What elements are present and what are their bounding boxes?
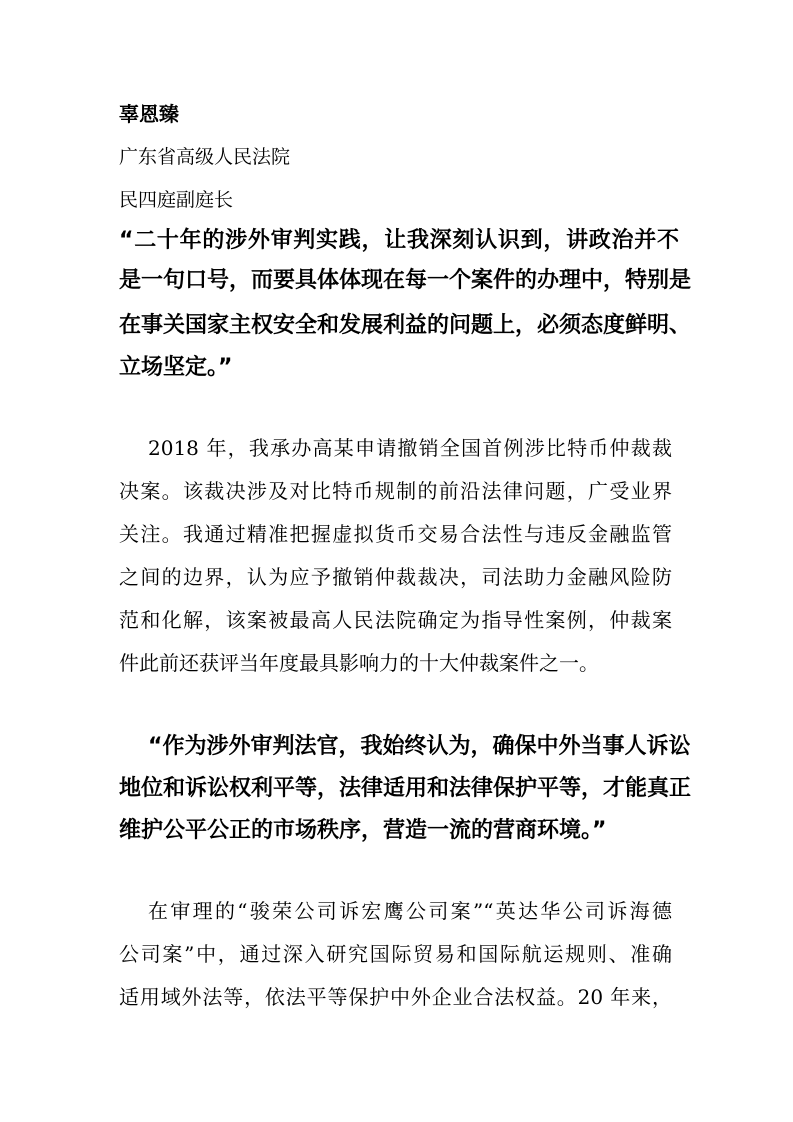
position-title: 民四庭副庭长 (119, 189, 234, 211)
paragraph-2-line-2: 公司案”中，通过深入研究国际贸易和国际航运规则、准确 (119, 942, 672, 966)
paragraph-1-line-4: 之间的边界，认为应予撤销仲裁裁决，司法助力金融风险防 (119, 565, 672, 589)
court-name: 广东省高级人民法院 (119, 146, 291, 168)
quote-2-line-1: “作为涉外审判法官，我始终认为，确保中外当事人诉讼 (148, 734, 691, 759)
paragraph-1-line-3: 关注。我通过精准把握虚拟货币交易合法性与违反金融监管 (119, 522, 672, 546)
quote-1-line-4: 立场坚定。” (119, 355, 233, 380)
paragraph-1-line-6: 件此前还获评当年度最具影响力的十大仲裁案件之一。 (119, 651, 599, 675)
paragraph-1-line-5: 范和化解，该案被最高人民法院确定为指导性案例，仲裁案 (119, 608, 672, 632)
paragraph-2-line-3: 适用域外法等，依法平等保护中外企业合法权益。20 年来， (119, 985, 672, 1009)
paragraph-1-line-1: 2018 年，我承办高某申请撤销全国首例涉比特币仲裁裁 (148, 436, 672, 460)
person-name: 辜恩臻 (119, 102, 179, 126)
paragraph-2-line-1: 在审理的“骏荣公司诉宏鹰公司案”“英达华公司诉海德 (148, 899, 672, 923)
quote-2-line-3: 维护公平公正的市场秩序，营造一流的营商环境。” (119, 818, 607, 843)
quote-1-line-3: 在事关国家主权安全和发展利益的问题上，必须态度鲜明、 (119, 313, 692, 338)
quote-2-line-2: 地位和诉讼权利平等，法律适用和法律保护平等，才能真正 (119, 776, 692, 801)
quote-1-line-1: “二十年的涉外审判实践，让我深刻认识到，讲政治并不 (119, 228, 679, 253)
paragraph-1-line-2: 决案。该裁决涉及对比特币规制的前沿法律问题，广受业界 (119, 479, 672, 503)
quote-1-line-2: 是一句口号，而要具体体现在每一个案件的办理中，特别是 (119, 268, 692, 293)
